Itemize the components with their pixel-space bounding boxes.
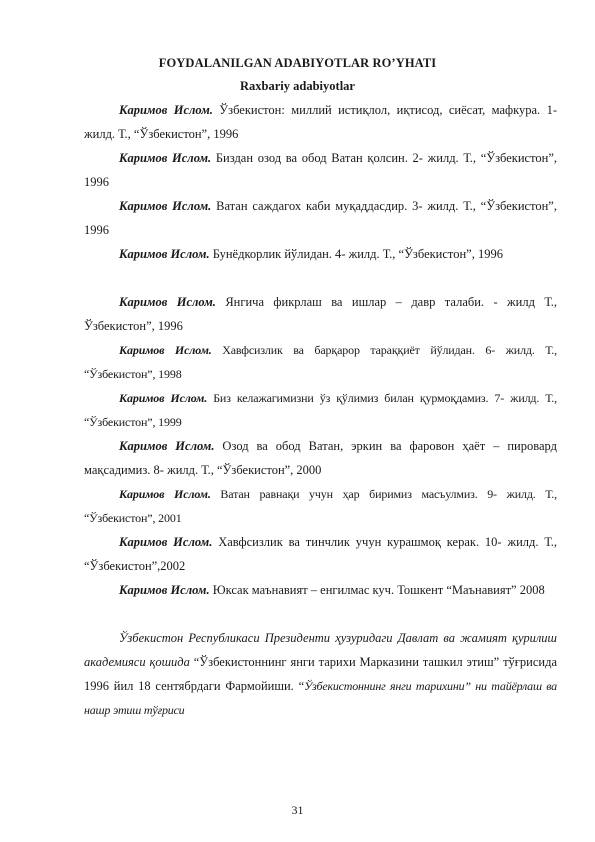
section-subtitle: Raxbariy adabiyotlar — [240, 79, 355, 93]
reference-author: Каримов Ислом. — [119, 487, 211, 501]
reference-text: Хавфсизлик ва тинчлик учун курашмоқ керак. 10- жилд. Т., “Ўзбекистон”,2002 — [84, 535, 557, 573]
reference-item — [84, 146, 557, 194]
reference-item — [84, 242, 557, 266]
reference-author: Каримов Ислом. — [119, 343, 212, 357]
reference-author: Каримов Ислом. — [119, 295, 216, 309]
reference-italic-text: Ўзбекистон Республикаси Президенти ҳузуридаги Давлат ва жамият қурилиш академияси қошида — [84, 631, 557, 669]
reference-text: Биз келажагимизни ўз қўлимиз билан қурмоқдамиз. 7- жилд. Т., “Ўзбекистон”, 1999 — [84, 391, 557, 429]
reference-text: Юксак маънавият – енгилмас куч. Тошкент “Маънавият” 2008 — [209, 583, 545, 597]
reference-text: Озод ва обод Ватан, эркин ва фаровон ҳаёт – пировард мақсадимиз. 8- жилд. Т., “Ўзбекистон”, 2000 — [84, 439, 557, 477]
reference-author: Каримов Ислом. — [119, 199, 212, 213]
page-number: 31 — [291, 803, 304, 817]
page-title: FOYDALANILGAN ADABIYOTLAR RO’YHATI — [158, 56, 437, 70]
reference-italic-tail: Ўзбекистоннинг янги тарихини” ни тайёрлаш ва нашр этиш тўғриси — [84, 679, 557, 717]
reference-author: Каримов Ислом. — [119, 103, 213, 117]
reference-item — [84, 386, 557, 434]
reference-text: Ўзбекистон: миллий истиқлол, иқтисод, сиёсат, мафкура. 1- жилд. Т., “Ўзбекистон”, 1996 — [84, 103, 557, 141]
reference-author: Каримов Ислом. — [119, 439, 215, 453]
reference-text: Бунёдкорлик йўлидан. 4- жилд. Т., “Ўзбекистон”, 1996 — [209, 247, 503, 261]
reference-text: Биздан озод ва обод Ватан қолсин. 2- жилд. Т., “Ўзбекистон”, 1996 — [84, 151, 557, 189]
reference-item — [84, 290, 557, 338]
reference-text: “Ўзбекистоннинг янги тарихи Марказини ташкил этиш” тўғрисида 1996 йил 18 сентябрдаги Фармойиши. “ — [84, 655, 557, 693]
reference-author: Каримов Ислом. — [119, 151, 212, 165]
reference-item — [84, 338, 557, 386]
reference-author: Каримов Ислом. — [119, 535, 213, 549]
reference-text: Янгича фикрлаш ва ишлар – давр талаби. - жилд Т., Ўзбекистон”, 1996 — [84, 295, 558, 333]
reference-item — [84, 194, 557, 242]
reference-item — [84, 482, 557, 530]
reference-item — [84, 626, 557, 722]
reference-author: Каримов Ислом. — [119, 247, 210, 261]
reference-item — [84, 578, 557, 602]
reference-item — [84, 530, 557, 578]
reference-text: Ватан равнақи учун ҳар биримиз масъулмиз. 9- жилд. Т., “Ўзбекистон”, 2001 — [84, 487, 557, 525]
reference-text: Хавфсизлик ва барқарор тараққиёт йўлидан. 6- жилд. Т., “Ўзбекистон”, 1998 — [84, 343, 557, 381]
reference-item — [84, 98, 557, 146]
reference-author: Каримов Ислом. — [119, 583, 210, 597]
reference-author: Каримов Ислом. — [119, 391, 208, 405]
reference-text: Ватан саждагох каби муқаддасдир. 3- жилд. Т., “Ўзбекистон”, 1996 — [84, 199, 557, 237]
reference-item — [84, 434, 557, 482]
